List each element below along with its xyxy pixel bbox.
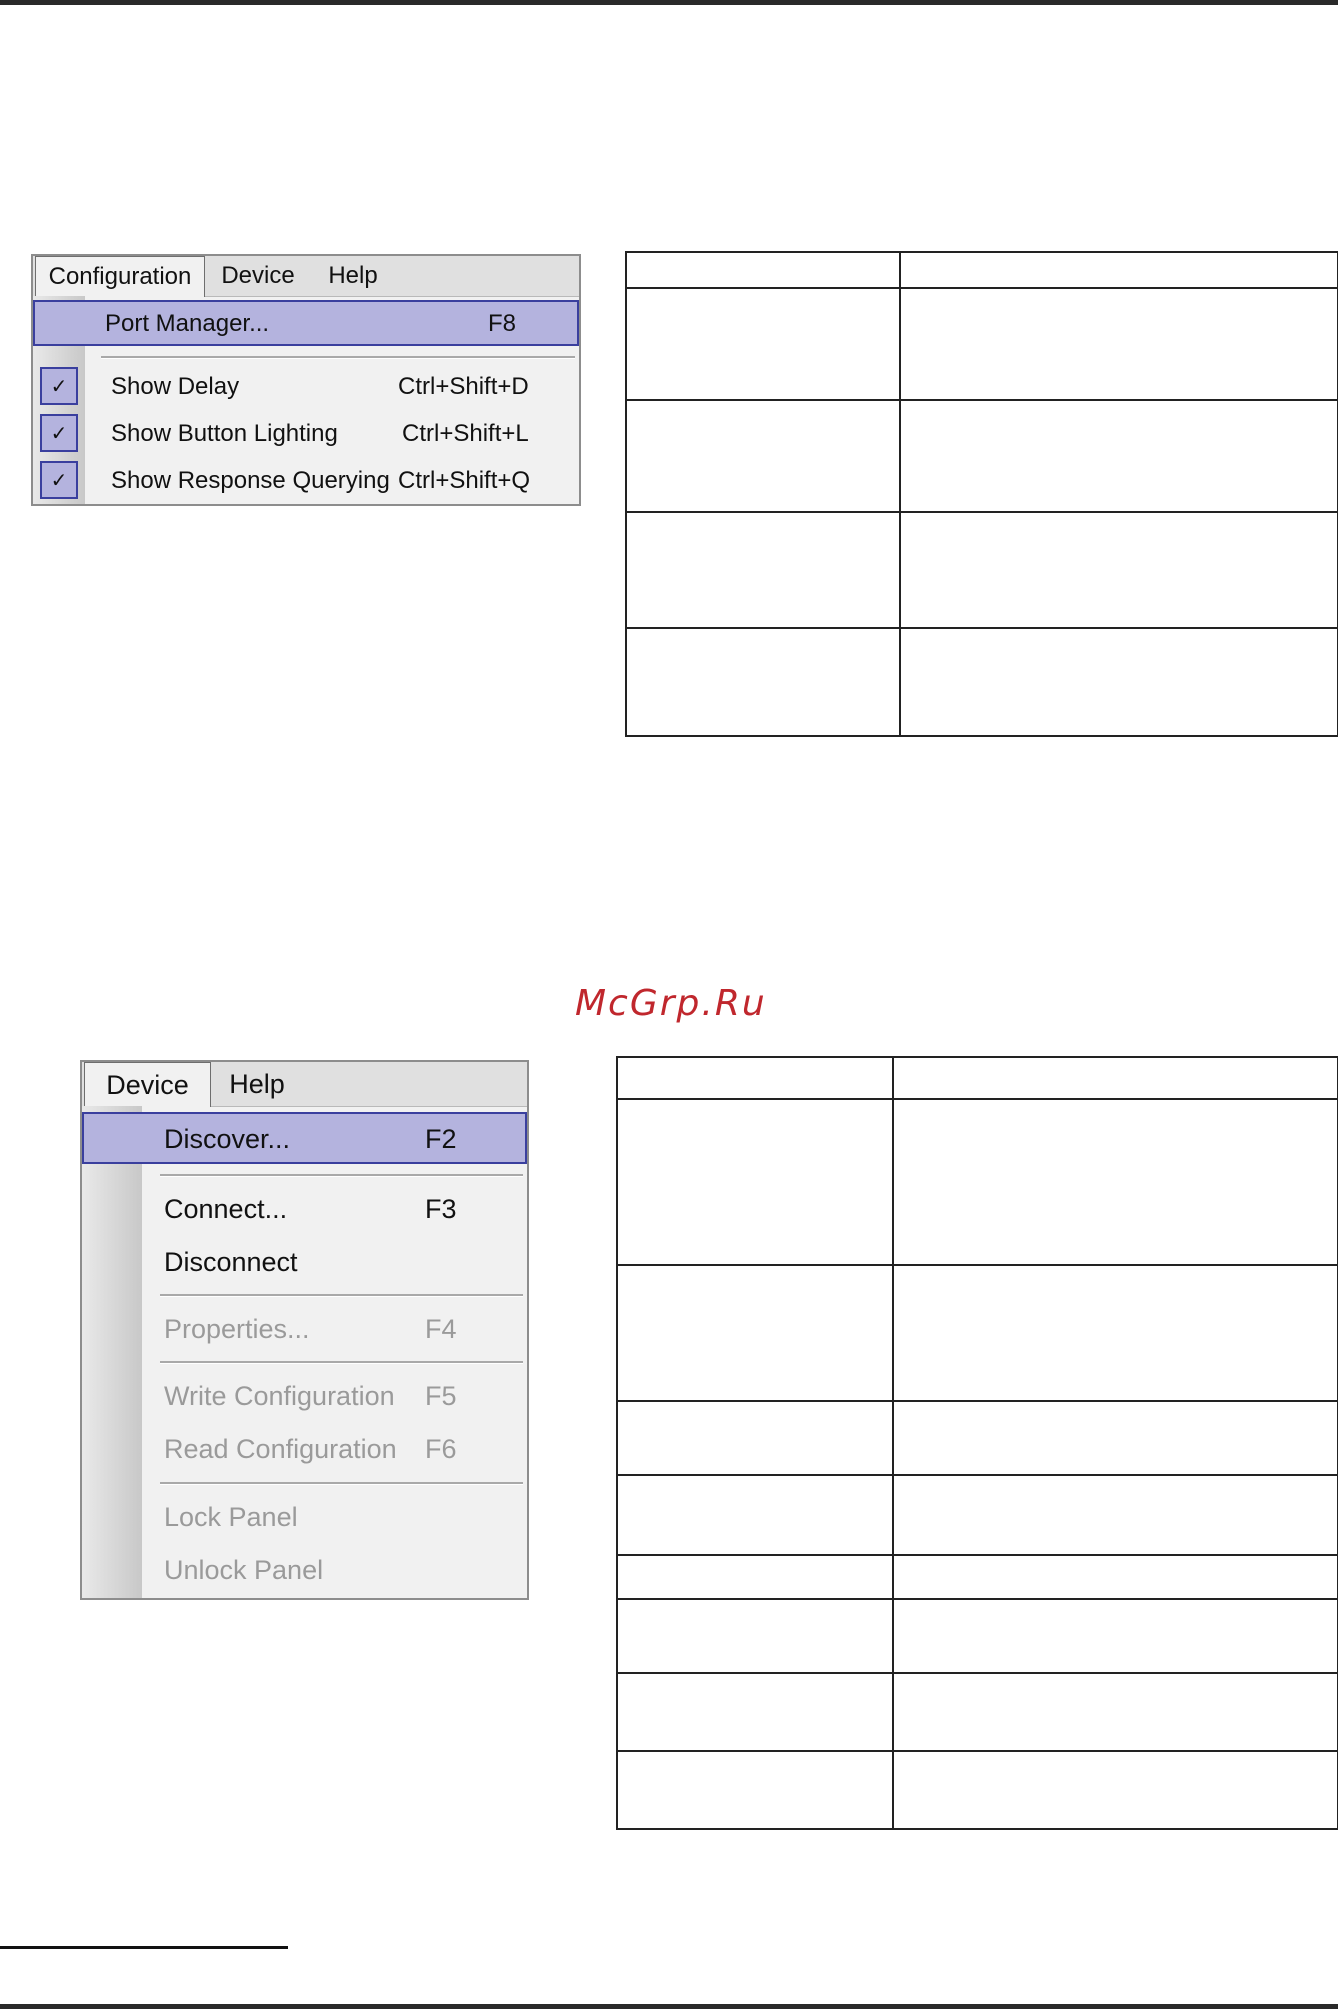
table-cell — [893, 1099, 1338, 1265]
table-cell — [617, 1599, 893, 1673]
table-cell — [617, 1401, 893, 1475]
discover-label: Discover... — [164, 1124, 291, 1154]
write-configuration-label: Write Configuration — [164, 1381, 395, 1411]
table-cell — [893, 1401, 1338, 1475]
checkmark-glyph: ✓ — [50, 469, 68, 492]
menu-configuration[interactable] — [35, 256, 205, 297]
show-button-lighting-item[interactable] — [33, 410, 579, 456]
bottom-rule — [0, 2004, 1338, 2009]
read-configuration-shortcut: F6 — [425, 1434, 457, 1464]
table-row — [626, 288, 1338, 400]
connect-item[interactable] — [82, 1184, 527, 1232]
table-cell — [893, 1751, 1338, 1829]
footnote-rule — [0, 1946, 288, 1949]
show-response-querying-item[interactable] — [33, 457, 579, 503]
menu-device-label: Device — [106, 1069, 189, 1100]
table-row — [617, 1475, 1338, 1555]
table-cell — [626, 400, 900, 512]
read-configuration-label: Read Configuration — [164, 1434, 397, 1464]
menu-help[interactable] — [318, 256, 388, 296]
properties-item[interactable] — [82, 1304, 527, 1352]
disconnect-label: Disconnect — [164, 1247, 298, 1277]
menu-separator — [160, 1174, 523, 1177]
menu-bar — [82, 1062, 527, 1107]
table-row — [617, 1599, 1338, 1673]
connect-label: Connect... — [164, 1194, 288, 1224]
table-cell — [893, 1555, 1338, 1599]
table-cell — [900, 400, 1338, 512]
table-cell — [617, 1265, 893, 1401]
table-row — [617, 1673, 1338, 1751]
device-menu-screenshot — [80, 1060, 529, 1600]
menu-separator — [101, 356, 575, 359]
port-manager-shortcut: F8 — [488, 310, 517, 337]
table-row — [617, 1099, 1338, 1265]
menu-device[interactable] — [213, 256, 303, 296]
checkmark-glyph: ✓ — [50, 422, 68, 445]
read-configuration-item[interactable] — [82, 1424, 527, 1472]
properties-shortcut: F4 — [425, 1314, 457, 1344]
unlock-panel-item[interactable] — [82, 1545, 527, 1593]
write-configuration-shortcut: F5 — [425, 1381, 457, 1411]
port-manager-item[interactable] — [33, 300, 579, 346]
table-cell — [893, 1265, 1338, 1401]
show-button-lighting-label: Show Button Lighting — [111, 420, 338, 447]
table-cell — [626, 512, 900, 628]
table-cell — [900, 628, 1338, 736]
write-configuration-item[interactable] — [82, 1371, 527, 1419]
device-table — [616, 1056, 1338, 1830]
show-response-querying-label: Show Response Querying — [111, 467, 390, 494]
table-row — [626, 252, 1338, 288]
show-delay-item[interactable] — [33, 363, 579, 409]
table-cell — [617, 1555, 893, 1599]
table-cell — [617, 1099, 893, 1265]
table-cell — [900, 252, 1338, 288]
table-cell — [626, 252, 900, 288]
checkmark-glyph: ✓ — [50, 375, 68, 398]
top-rule — [0, 0, 1338, 5]
lock-panel-label: Lock Panel — [164, 1502, 298, 1532]
menu-help-label: Help — [328, 262, 378, 289]
table-cell — [617, 1057, 893, 1099]
menu-separator — [160, 1294, 523, 1297]
table-cell — [617, 1673, 893, 1751]
table-row — [617, 1555, 1338, 1599]
discover-shortcut: F2 — [425, 1124, 457, 1154]
table-row — [617, 1751, 1338, 1829]
table-row — [626, 400, 1338, 512]
menu-device-label: Device — [221, 262, 295, 289]
checkmark-icon — [40, 414, 78, 452]
table-cell — [617, 1751, 893, 1829]
configuration-menu-screenshot — [31, 254, 581, 506]
watermark: McGrp.Ru — [575, 983, 767, 1024]
menu-bar — [33, 256, 579, 297]
table-cell — [626, 288, 900, 400]
properties-label: Properties... — [164, 1314, 310, 1344]
table-cell — [626, 628, 900, 736]
disconnect-item[interactable] — [82, 1237, 527, 1285]
port-manager-label: Port Manager... — [105, 310, 270, 337]
table-row — [617, 1401, 1338, 1475]
configuration-table — [625, 251, 1338, 737]
menu-help-label: Help — [229, 1068, 285, 1099]
menu-separator — [160, 1482, 523, 1485]
unlock-panel-label: Unlock Panel — [164, 1555, 324, 1585]
discover-item[interactable] — [82, 1112, 527, 1164]
menu-configuration-label: Configuration — [48, 263, 192, 290]
table-row — [617, 1265, 1338, 1401]
show-delay-label: Show Delay — [111, 373, 240, 400]
connect-shortcut: F3 — [425, 1194, 457, 1224]
table-cell — [893, 1599, 1338, 1673]
table-cell — [893, 1673, 1338, 1751]
table-cell — [617, 1475, 893, 1555]
lock-panel-item[interactable] — [82, 1492, 527, 1540]
table-cell — [893, 1475, 1338, 1555]
table-cell — [893, 1057, 1338, 1099]
show-button-lighting-shortcut: Ctrl+Shift+L — [402, 420, 529, 447]
checkmark-icon — [40, 367, 78, 405]
table-row — [626, 512, 1338, 628]
menu-help[interactable] — [217, 1062, 297, 1106]
menu-separator — [160, 1361, 523, 1364]
checkmark-icon — [40, 461, 78, 499]
table-row — [617, 1057, 1338, 1099]
show-delay-shortcut: Ctrl+Shift+D — [398, 373, 529, 400]
table-cell — [900, 512, 1338, 628]
menu-device[interactable] — [84, 1062, 211, 1107]
table-cell — [900, 288, 1338, 400]
table-row — [626, 628, 1338, 736]
show-response-querying-shortcut: Ctrl+Shift+Q — [398, 467, 531, 494]
